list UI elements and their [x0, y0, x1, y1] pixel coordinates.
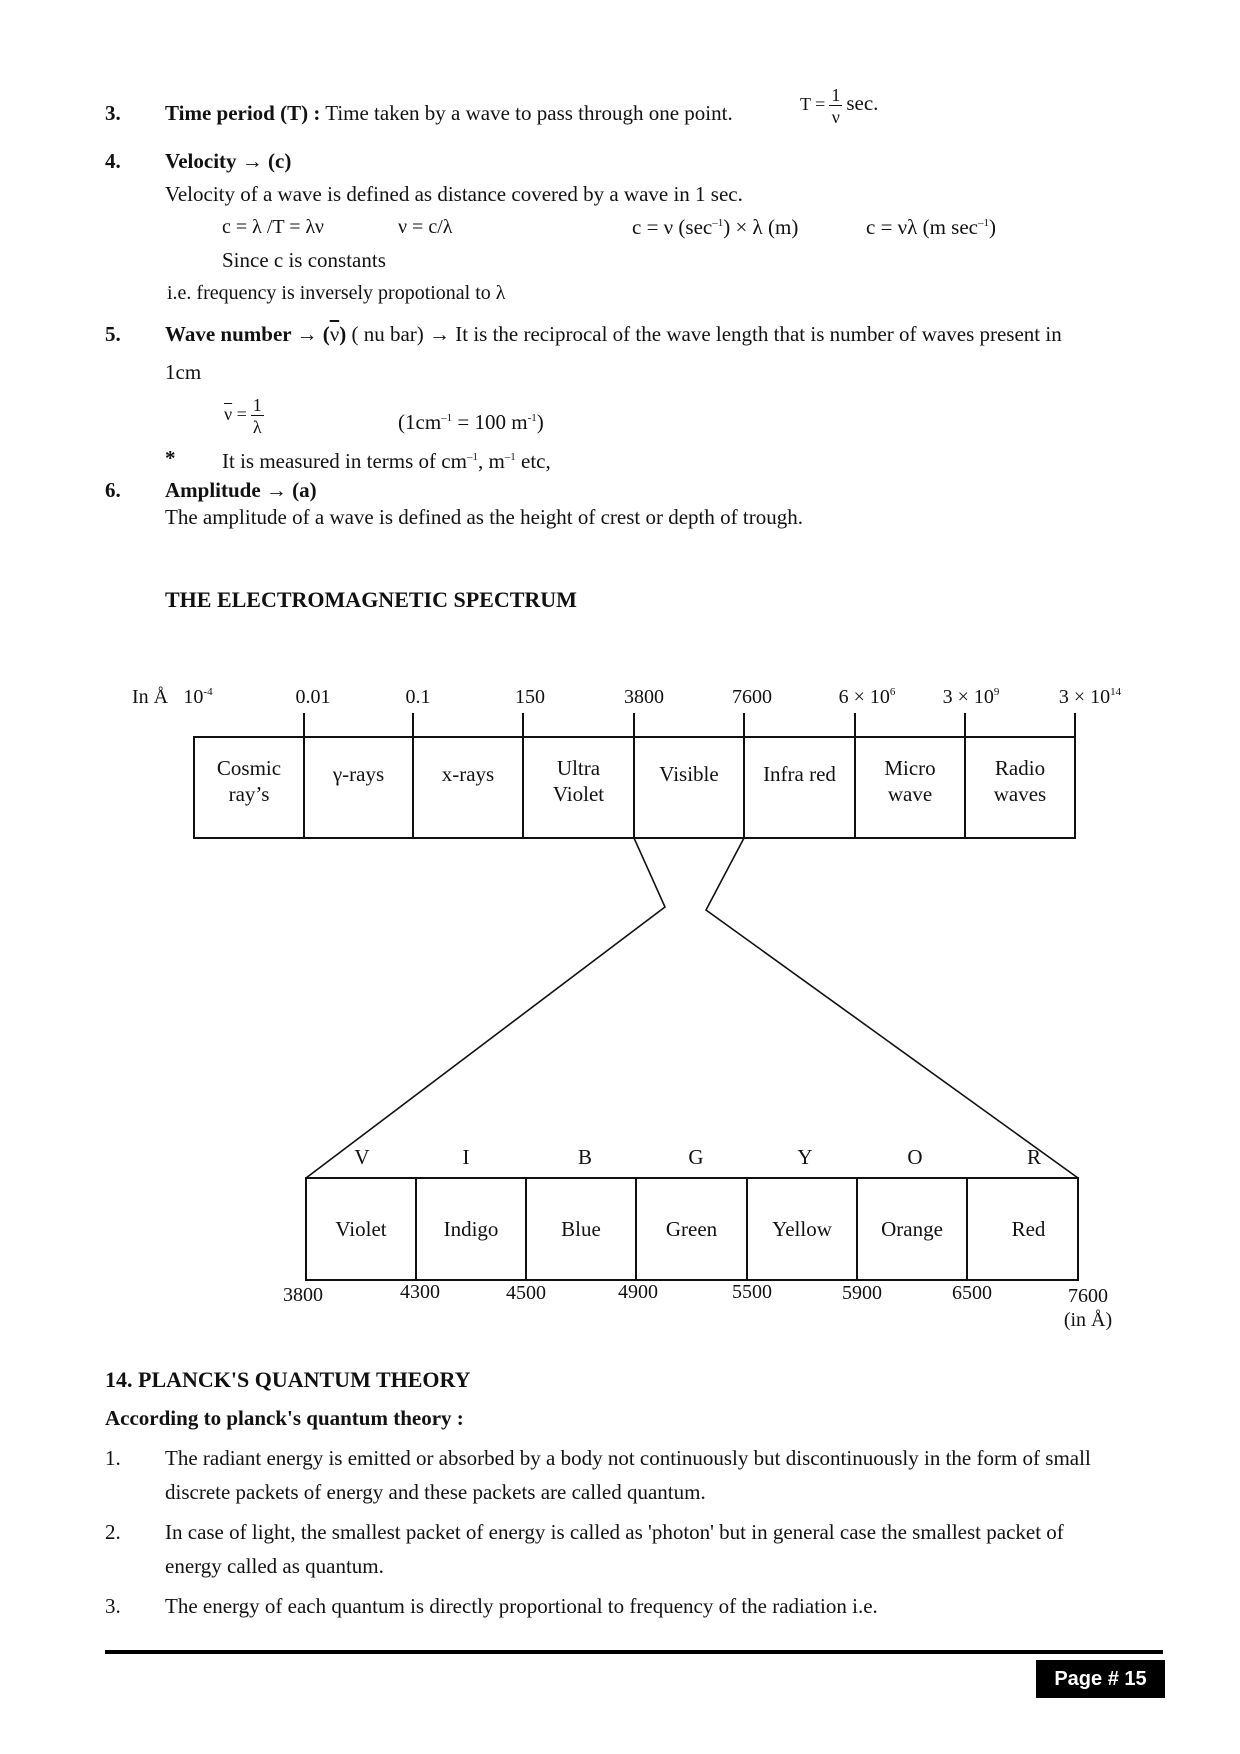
formula-lhs: T =: [800, 94, 826, 115]
spectrum-tick-label: 7600: [732, 686, 772, 708]
spectrum-region-label: γ-rays: [332, 762, 385, 786]
time-period-title: Time period (T) :: [165, 101, 321, 125]
vibgyor-letter: O: [907, 1145, 923, 1169]
spectrum-region-label: wave: [887, 782, 933, 806]
spectrum-tick-label: 0.01: [295, 686, 331, 708]
wave-number-title: Wave number → (: [165, 322, 330, 346]
spectrum-region-label: Cosmic: [216, 756, 282, 780]
wave-number-formula: $\overline{\nu}$ = $\frac{1}{\lambda}$: [224, 395, 262, 437]
spectrum-tick-label: 150: [515, 686, 545, 708]
visible-wavelength-label: 4500: [506, 1282, 546, 1304]
amplitude-definition: The amplitude of a wave is defined as the height of crest or depth of trough.: [165, 505, 803, 529]
time-period-text: Time taken by a wave to pass through one point.: [320, 101, 733, 125]
spectrum-region-box: [413, 737, 523, 838]
spectrum-tick-label: $10^{-4}$: [183, 686, 213, 708]
spectrum-region-label: ray’s: [228, 782, 270, 806]
footer-rule: [105, 1650, 1163, 1654]
visible-wavelength-label: 4900: [618, 1281, 658, 1303]
funnel-left-line: [306, 838, 665, 1178]
velocity-eq-1: c = λ /T = λν: [222, 216, 324, 238]
planck-heading: 14. PLANCK'S QUANTUM THEORY: [105, 1367, 471, 1392]
item-number-4: 4.: [105, 149, 121, 173]
vibgyor-letter: G: [688, 1145, 704, 1169]
velocity-since: Since c is constants: [222, 248, 386, 272]
spectrum-region-label: Visible: [659, 762, 719, 786]
fraction-numerator: 1: [831, 85, 841, 105]
planck-point-3-line-1: The energy of each quantum is directly proportional to frequency of the radiation i.e.: [165, 1594, 878, 1618]
planck-point-1-line-1: The radiant energy is emitted or absorbed by a body not continuously but discontinuously in the form of small: [165, 1446, 1091, 1470]
spectrum-region-box: [744, 737, 855, 838]
planck-point-number: 1.: [105, 1446, 121, 1470]
spectrum-region-label: waves: [993, 782, 1047, 806]
visible-color-label: Green: [665, 1217, 718, 1241]
spectrum-region-label: Radio: [994, 756, 1046, 780]
page-number-label: Page # 15: [1054, 1667, 1147, 1690]
vibgyor-letter: I: [462, 1145, 470, 1169]
wave-number-cont: 1cm: [165, 360, 202, 384]
amplitude-title: Amplitude → (a): [165, 478, 317, 502]
visible-wavelength-label: 4300: [400, 1281, 440, 1303]
visible-color-label: Red: [1011, 1217, 1046, 1241]
visible-wavelength-label: 7600: [1068, 1285, 1108, 1307]
planck-point-1-line-2: discrete packets of energy and these packets are called quantum.: [165, 1480, 706, 1504]
visible-wavelength-label: 5500: [732, 1281, 772, 1303]
vibgyor-letter: V: [354, 1145, 370, 1169]
vibgyor-letter: R: [1026, 1145, 1042, 1169]
velocity-title: Velocity → (c): [165, 149, 292, 173]
bullet-star: *: [165, 446, 176, 470]
unit-conversion: ($1cm^{-1} = 100$ $m^{-1}$): [398, 410, 544, 434]
nu-bar-symbol: $\overline{\nu}$: [329, 322, 340, 346]
spectrum-tick-label: $6 \times 10^6$: [838, 686, 896, 708]
fraction-denominator: ν: [831, 107, 840, 127]
funnel-right-line: [706, 838, 1078, 1178]
item-number-3: 3.: [105, 101, 121, 125]
spectrum-region-label: Ultra: [556, 756, 601, 780]
spectrum-region-box: [304, 737, 413, 838]
visible-color-label: Violet: [335, 1217, 387, 1241]
spectrum-tick-label: $3 \times 10^{14}$: [1058, 686, 1122, 708]
velocity-eq-4: c = νλ (m $\sec^{-1}$): [866, 215, 996, 239]
spectrum-region-label: Micro: [884, 756, 936, 780]
item-number-6: 6.: [105, 478, 121, 502]
spectrum-tick-label: 3800: [624, 686, 664, 708]
planck-point-2-line-1: In case of light, the smallest packet of energy is called as 'photon' but in general case the smallest packet of: [165, 1520, 1064, 1544]
wave-number-line: Wave number → $(\overline{\nu})$ ( nu bar) → It is the reciprocal of the wave length that is number of waves present in: [165, 322, 1062, 346]
page-number-badge: [1036, 1660, 1165, 1698]
spectrum-region-label: Infra red: [763, 762, 836, 786]
spectrum-tick-label: $3 \times 10^9$: [942, 686, 1000, 708]
velocity-eq-3: c = ν $(\sec^{-1}) \times \lambda$ (m): [632, 215, 799, 239]
visible-color-label: Orange: [881, 1217, 943, 1241]
spectrum-heading: THE ELECTROMAGNETIC SPECTRUM: [165, 587, 577, 612]
spectrum-region-box: [634, 737, 744, 838]
visible-unit-label: (in Å): [1063, 1309, 1113, 1331]
formula-unit: sec.: [846, 91, 879, 116]
measured-text: It is measured in terms of $cm^{-1}$, $m^{-1}$ etc,: [222, 449, 551, 473]
vibgyor-letter: B: [577, 1145, 593, 1169]
spectrum-region-label: x-rays: [441, 762, 495, 786]
visible-wavelength-label: 6500: [952, 1282, 992, 1304]
spectrum-region-label: Violet: [552, 782, 605, 806]
velocity-ie: i.e. frequency is inversely propotional to λ: [167, 282, 506, 304]
visible-color-label: Blue: [561, 1217, 601, 1241]
planck-subheading: According to planck's quantum theory :: [105, 1406, 464, 1430]
item-number-5: 5.: [105, 322, 121, 346]
visible-color-label: Indigo: [443, 1217, 499, 1241]
vibgyor-letter: Y: [797, 1145, 813, 1169]
wave-number-text: ( nu bar) → It is the reciprocal of the wave length that is number of waves present in: [346, 322, 1062, 346]
visible-color-label: Yellow: [772, 1217, 832, 1241]
planck-point-2-line-2: energy called as quantum.: [165, 1554, 384, 1578]
velocity-eq-2: ν = c/λ: [398, 216, 453, 238]
spectrum-unit-label: In Å: [132, 686, 169, 708]
planck-point-number: 3.: [105, 1594, 121, 1618]
visible-wavelength-label: 5900: [842, 1282, 882, 1304]
visible-wavelength-label: 3800: [283, 1284, 323, 1306]
velocity-definition: Velocity of a wave is defined as distance covered by a wave in 1 sec.: [165, 182, 743, 206]
planck-point-number: 2.: [105, 1520, 121, 1544]
spectrum-tick-label: 0.1: [405, 686, 431, 708]
